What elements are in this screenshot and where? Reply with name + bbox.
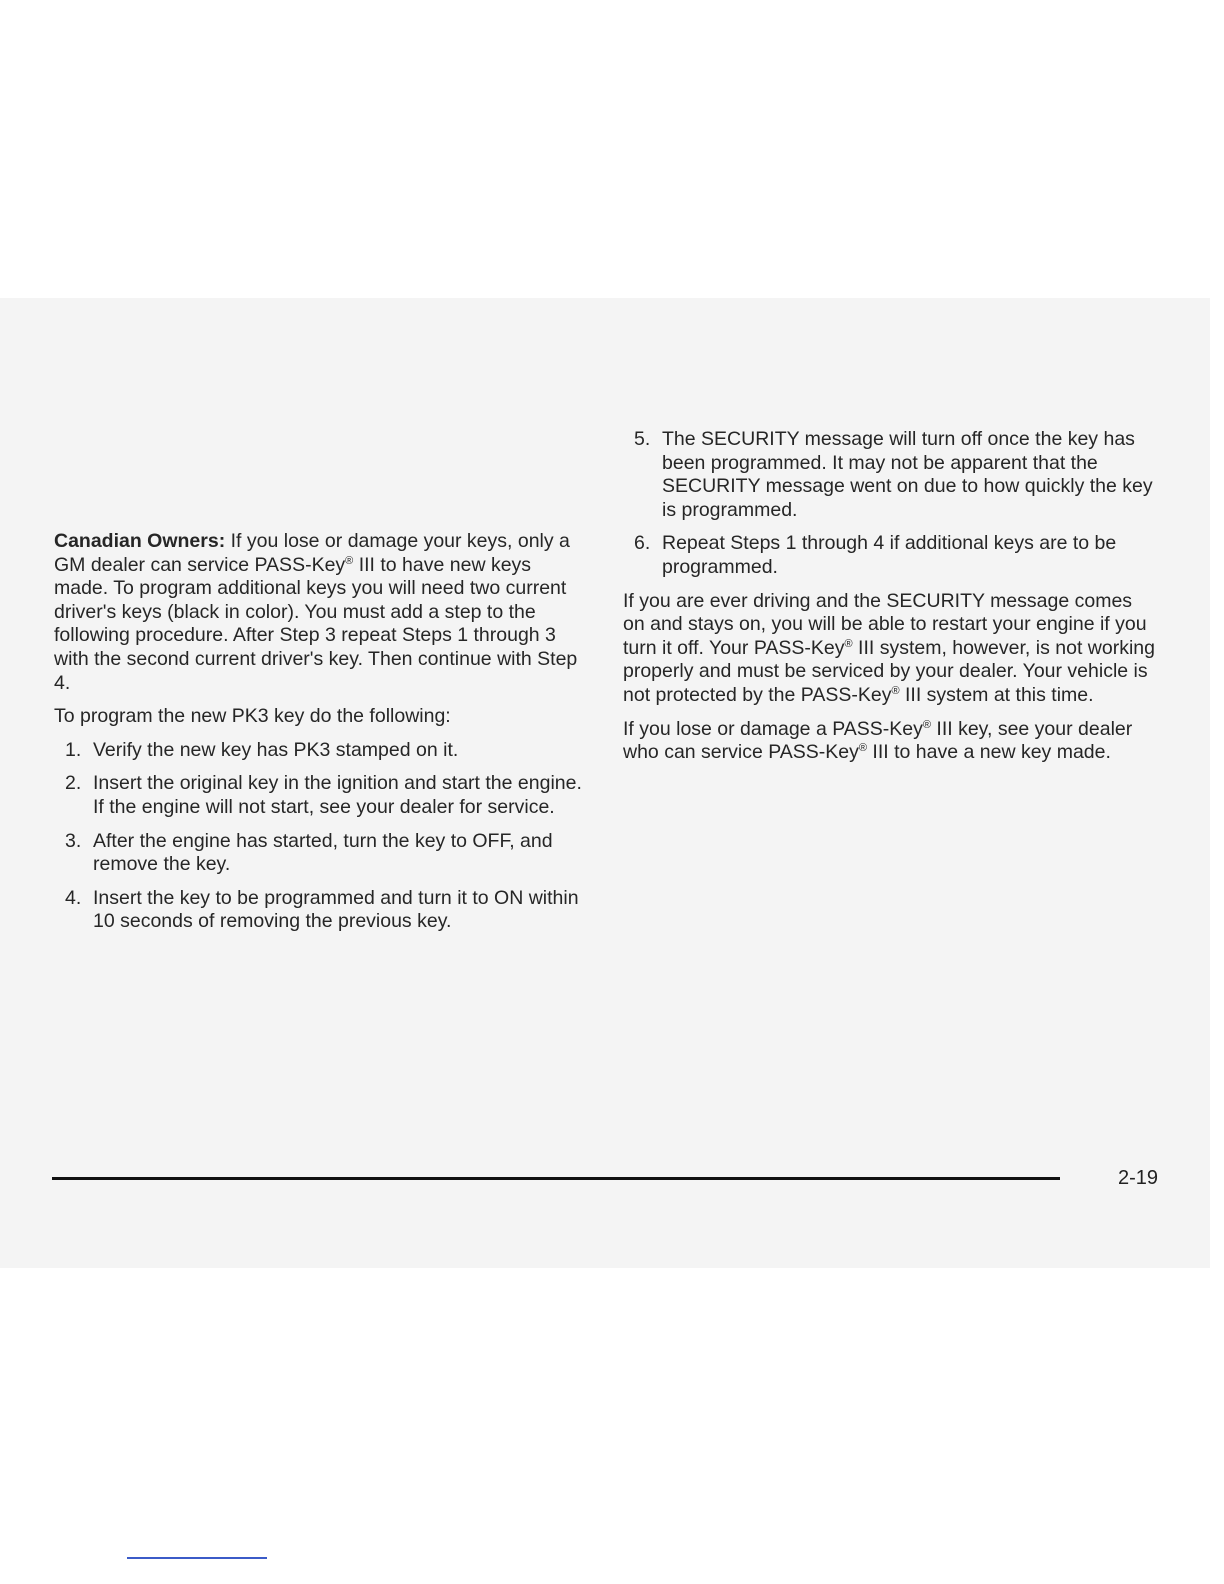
- step-number: 6.: [634, 532, 651, 555]
- registered-mark: ®: [844, 637, 853, 650]
- lost-key-text-1: If you lose or damage a PASS-Key: [623, 717, 923, 740]
- step-text: Verify the new key has PK3 stamped on it.: [93, 738, 459, 761]
- security-warning-paragraph: [623, 590, 1158, 708]
- page-number: 2-19: [1118, 1167, 1159, 1189]
- step-item: [623, 532, 1158, 579]
- step-number: 1.: [65, 738, 82, 761]
- link-underline[interactable]: [127, 1557, 267, 1559]
- security-text-2: III system, however, is not working properly and must be serviced by your dealer. Your vehicle is not protected by the PASS-Key: [623, 636, 1155, 706]
- step-text: The SECURITY message will turn off once the key has been programmed. It may not be apparent that the SECURITY message went on due to how quickly the key is programmed.: [662, 428, 1153, 521]
- registered-mark: ®: [345, 554, 354, 567]
- canadian-owners-text-1: If you lose or damage your keys, only a GM dealer can service PASS-Key: [54, 530, 570, 576]
- step-number: 3.: [65, 829, 82, 852]
- step-item: [54, 772, 589, 819]
- lost-key-text-2: III key, see your dealer who can service PASS-Key: [623, 717, 1133, 764]
- step-number: 5.: [634, 428, 651, 450]
- canadian-owners-text-2: III to have new keys made. To program additional keys you will need two current driver's keys (black in color). You must add a step to the following procedure. After Step 3 repeat Steps 1 through 3 with the second current driver's key. Then continue with Step 4.: [54, 553, 578, 694]
- step-item: [54, 739, 589, 763]
- step-item: [54, 830, 589, 877]
- security-text-1: If you are ever driving and the SECURITY message comes on and stays on, you will be able to restart your engine if you turn it off. Your PASS-Key: [623, 589, 1147, 659]
- step-text: Repeat Steps 1 through 4 if additional keys are to be programmed.: [662, 532, 1117, 578]
- lost-key-text-3: III to have a new key made.: [867, 741, 1111, 764]
- step-text: Insert the original key in the ignition and start the engine. If the engine will not start, see your dealer for service.: [93, 772, 582, 818]
- registered-mark: ®: [858, 742, 868, 755]
- step-text: After the engine has started, turn the key to OFF, and remove the key.: [93, 829, 553, 876]
- registered-mark: ®: [891, 684, 900, 697]
- left-column: [54, 530, 589, 944]
- registered-mark: ®: [922, 718, 931, 731]
- step-text: Insert the key to be programmed and turn it to ON within 10 seconds of removing the previous key.: [93, 886, 579, 933]
- right-column: [623, 428, 1158, 775]
- manual-page: [0, 298, 1210, 1268]
- security-text-3: III system at this time.: [899, 683, 1094, 706]
- step-number: 2.: [65, 772, 82, 795]
- steps-list-left: [54, 739, 589, 934]
- step-item: [54, 887, 589, 934]
- step-item: [623, 428, 1158, 522]
- footer-rule: [52, 1177, 1060, 1180]
- canadian-owners-paragraph: [54, 530, 589, 695]
- program-intro: To program the new PK3 key do the following:: [54, 705, 451, 728]
- step-number: 4.: [65, 886, 82, 909]
- lost-key-paragraph: [623, 718, 1158, 765]
- steps-list-right: [623, 428, 1158, 580]
- canadian-owners-lead: Canadian Owners:: [54, 530, 226, 552]
